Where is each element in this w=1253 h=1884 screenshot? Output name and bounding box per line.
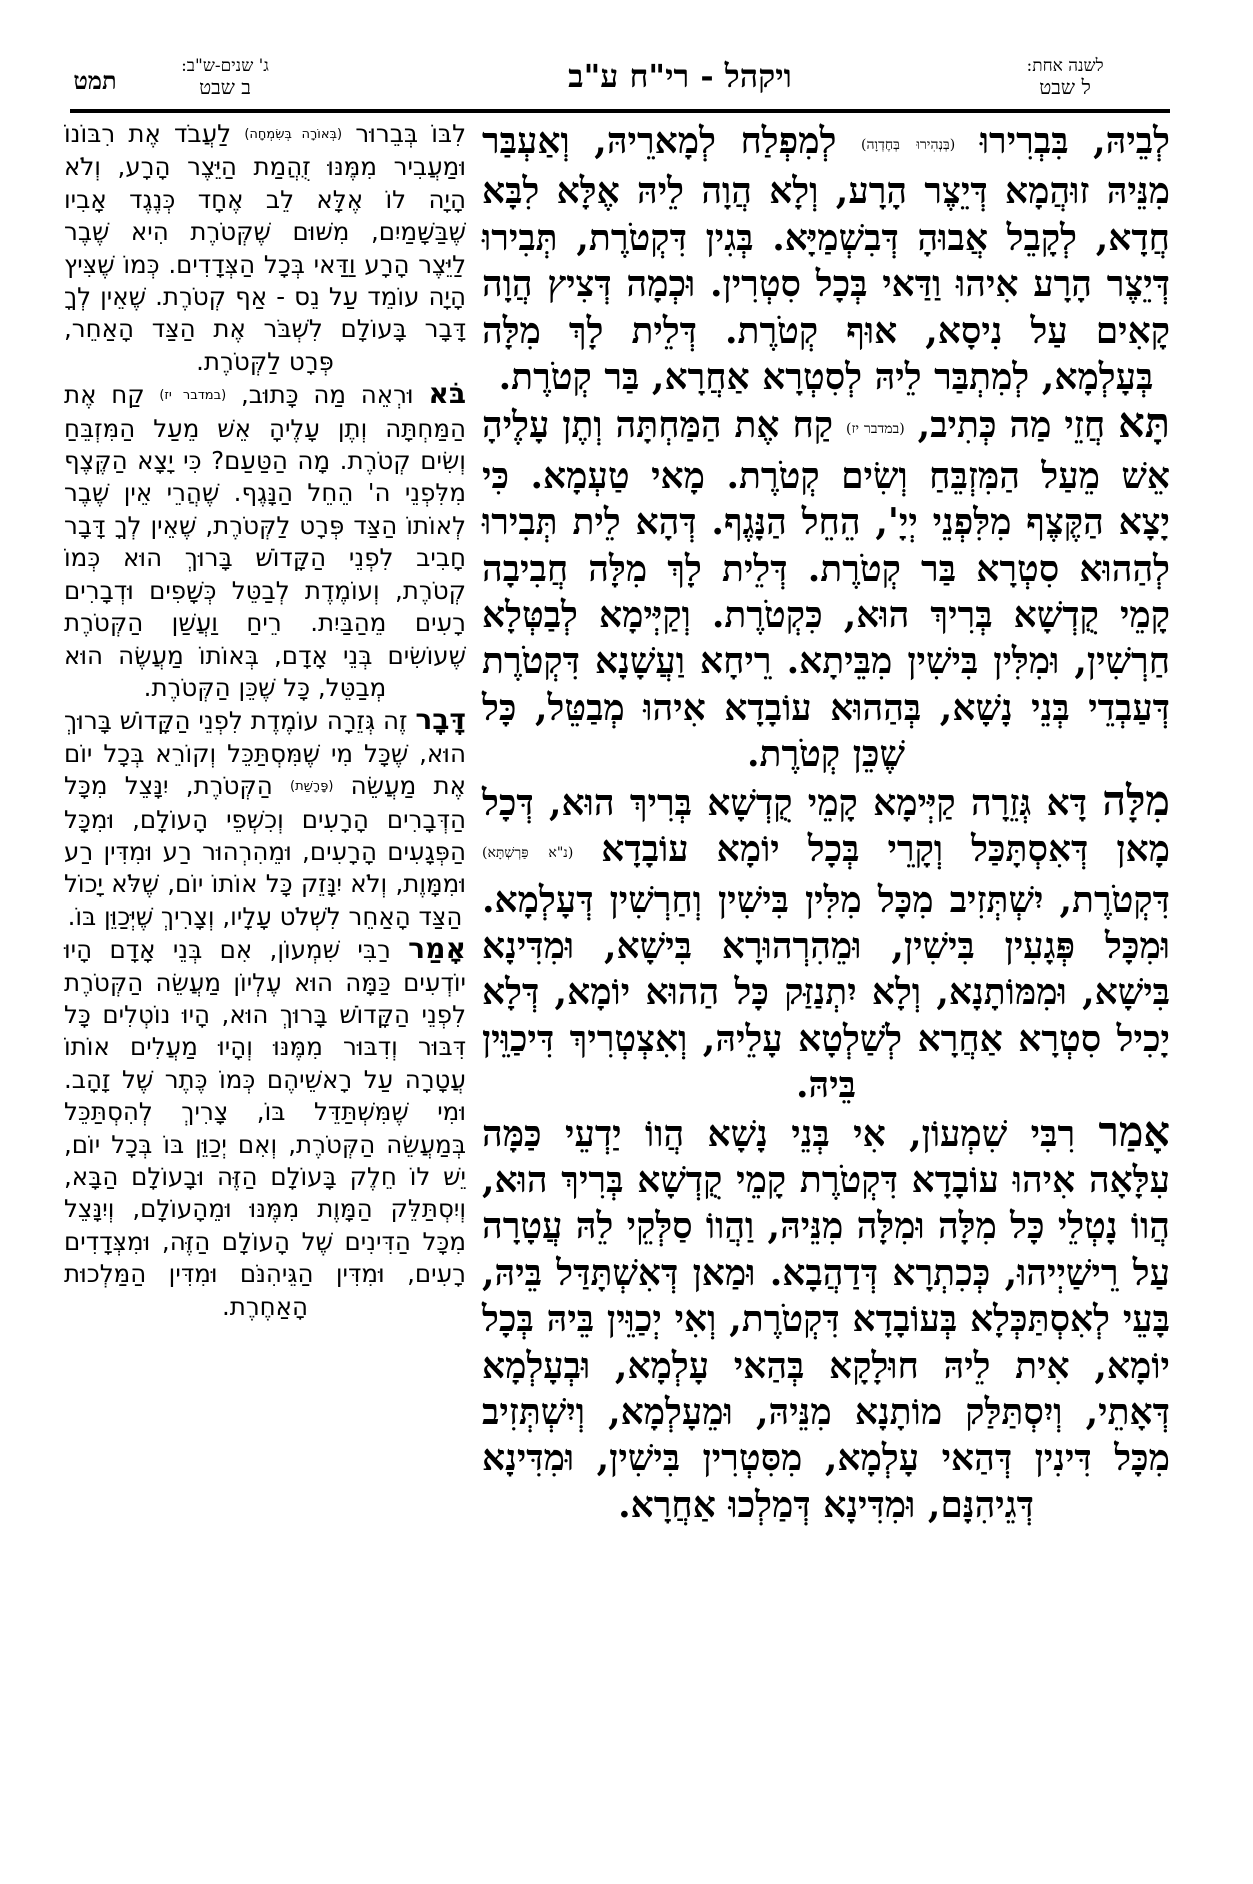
gloss: (בְּאוֹרָה בְּשִׂמְחָה) bbox=[244, 127, 343, 142]
paragraph-opener: מִלָּה bbox=[1102, 775, 1170, 825]
paragraph-text: קַח אֶת הַמַּחְתָּה וְתֶן עָלֶיהָ אֵשׁ מֵעַל הַמִּזְבֵּחַ וְשִׂים קְטֹרֶת. מָאי טַעְמָא. כִּי יָצָא הַקֶּצֶף מִלִּפְנֵי יְיָ', הֵחֵל הַנָּגֶף. דְּהָא לֵית תְּבִירוּ לְהַהוּא סִטְרָא בַּר קְטֹרֶת. דְּלֵית לָךְ מִלָּה חֲבִיבָה קָמֵי קֻדְשָׁא בְּרִיךְ הוּא, כִּקְטֹרֶת. וְקַיְּימָא לְבַטְּלָא חַרְשִׁין, וּמִלִּין בִּישִׁין מִבֵּיתָא. רֵיחָא וַעֲשָׁנָא דִּקְטֹרֶת דְּעַבְדֵי בְּנֵי נָשָׁא, בְּהַהוּא עוֹבָדָא אִיהוּ מְבַטֵּל, כָּל שֶׁכֵּן קְטֹרֶת. bbox=[482, 404, 1170, 776]
header-schedule-label: לשנה אחת: bbox=[1026, 56, 1104, 76]
paragraph-text: רִבִּי שִׁמְעוֹן, אִי בְּנֵי נָשָׁא הֲווֹ יַדְעֵי כַּמָּה עִלָּאָה אִיהוּ עוֹבָדָא דִּקְטֹרֶת קָמֵי קֻדְשָׁא בְּרִיךְ הוּא, הֲווֹ נָטְלֵי כָּל מִלָּה וּמִלָּה מִנֵּיהּ, וַהֲווֹ סַלְּקֵי לֵהּ עֲטָרָה עַל רֵישַׁיְיהוּ, כְּכִתְרָא דְּדַהֲבָא. וּמַאן דְּאִשְׁתָּדַּל בֵּיהּ, בָּעֵי לְאִסְתַּכְּלָא בְּעוֹבָדָא דִּקְטֹרֶת, וְאִי יְכַוֵּין בֵּיהּ בְּכָל יוֹמָא, אִית לֵיהּ חוּלָקָא בְּהַאי עָלְמָא, וּבְעָלְמָא דְּאָתֵי, וְיִסְתַּלַּק מוֹתָנָא מִנֵּיהּ, וּמֵעָלְמָא, וְיִשְׁתְּזִיב מִכָּל דִּינִין דְּהַאי עָלְמָא, מִסִּטְרִין בִּישִׁין, וּמִדִּינָא דְּגֵיהִנָּם, וּמִדִּינָא דְּמַלְכוּ אַחֲרָא. bbox=[482, 1112, 1170, 1526]
paragraph bbox=[64, 704, 466, 933]
variant-reading: (נ"א פַּרְשְׁתָּא) bbox=[482, 845, 574, 862]
paragraph bbox=[64, 378, 466, 704]
header-divider bbox=[70, 109, 1170, 113]
hebrew-translation-column bbox=[64, 118, 466, 1323]
paragraph-opener: אָמַר bbox=[1098, 1106, 1170, 1156]
paragraph-text: לְבֵיהּ, בִּבְרִירוּ bbox=[979, 120, 1170, 162]
paragraph bbox=[482, 400, 1170, 777]
paragraph-text: הַקְּטֹרֶת, יִנָּצֵל מִכָּל הַדְּבָרִים הָרָעִים וְכִשְׁפֵי הָעוֹלָם, וּמִכָּל הַפְּגָעִים הָרָעִים, וּמֵהִרְהוּר רַע וּמִדִּין רַע וּמִמָּוֶת, וְלֹא יִנָּזֵק כָּל אוֹתוֹ יוֹם, שֶׁלֹּא יָכוֹל הַצַּד הָאַחֵר לִשְׁלֹט עָלָיו, וְצָרִיךְ שֶׁיְּכַוֵּן בּוֹ. bbox=[64, 771, 466, 931]
paragraph-text: זֶה גְּזֵרָה עוֹמֶדֶת לִפְנֵי הַקָּדוֹשׁ בָּרוּךְ הוּא, שֶׁכָּל מִי שֶׁמִּסְתַּכֵּל וְקוֹרֵא בְּכָל יוֹם אֶת מַעֲשֵׂה bbox=[64, 706, 466, 801]
paragraph bbox=[64, 933, 466, 1323]
header-study-schedule-one-year bbox=[990, 56, 1140, 98]
paragraph-text: קַח אֶת הַמַּחְתָּה וְתֶן עָלֶיהָ אֵשׁ מֵעַל הַמִּזְבֵּחַ וְשִׂים קְטֹרֶת. מָה הַטַּעַם? כִּי יָצָא הַקֶּצֶף מִלִּפְנֵי ה' הֵחֵל הַנָּגֶף. שֶׁהֲרֵי אֵין שֶׁבֶר לְאוֹתוֹ הַצַּד פְּרָט לַקְּטֹרֶת, שֶׁאֵין לְךָ דָּבָר חָבִיב לִפְנֵי הַקָּדוֹשׁ בָּרוּךְ הוּא כְּמוֹ קְטֹרֶת, וְעוֹמֶדֶת לְבַטֵּל כְּשָׁפִים וּדְבָרִים רָעִים מֵהַבַּיִת. רֵיחַ וַעֲשַׁן הַקְּטֹרֶת שֶׁעוֹשִׂים בְּנֵי אָדָם, בְּאוֹתוֹ מַעֲשֶׂה הוּא מְבַטֵּל, כָּל שֶׁכֵּן הַקְּטֹרֶת. bbox=[64, 380, 466, 702]
gloss: (פָּרָשַׁת) bbox=[290, 779, 334, 795]
header-study-schedule-three-years bbox=[150, 56, 300, 98]
paragraph-text: וּרְאֵה מַה כָּתוּב, bbox=[240, 380, 414, 410]
aramaic-text-column bbox=[482, 118, 1170, 1528]
paragraph-text: לְמִפְלַח לְמָארֵיהּ, וְאַעְבַּר מִנֵּיהּ זוּהֲמָא דְּיֵצֶר הָרָע, וְלָא הֲוָה לֵיהּ אֶלָּא לִבָּא חֲדָא, לְקָבֵל אֲבוּהָ דְּבִשְׁמַיָּא. בְּגִין דִּקְטֹרֶת, תְּבִירוּ דְּיֵצֶר הָרָע אִיהוּ וַדַּאי בְּכָל סִטְרִין. וּכְמָה דְּצִיץ הֲוָה קָאִים עַל נִיסָא, אוּף קְטֹרֶת. דְּלֵית לָךְ מִלָּה בְּעָלְמָא, לְמִתְבַּר לֵיהּ לְסִטְרָא אַחֲרָא, בַּר קְטֹרֶת. bbox=[482, 120, 1170, 399]
page-number: תמט bbox=[73, 66, 117, 95]
paragraph-text: רַבִּי שִׁמְעוֹן, אִם בְּנֵי אָדָם הָיוּ יוֹדְעִים כַּמָּה הוּא עֶלְיוֹן מַעֲשֵׂה הַקְּטֹרֶת לִפְנֵי הַקָּדוֹשׁ בָּרוּךְ הוּא, הָיוּ נוֹטְלִים כָּל דִּבּוּר וְדִבּוּר מִמֶּנּוּ וְהָיוּ מַעֲלִים אוֹתוֹ עֲטָרָה עַל רָאשֵׁיהֶם כְּמוֹ כֶּתֶר שֶׁל זָהָב. וּמִי שֶׁמִּשְׁתַּדֵּל בּוֹ, צָרִיךְ לְהִסְתַּכֵּל בְּמַעֲשֵׂה הַקְּטֹרֶת, וְאִם יְכַוֵּן בּוֹ בְּכָל יוֹם, יֵשׁ לוֹ חֵלֶק בָּעוֹלָם הַזֶּה וּבָעוֹלָם הַבָּא, וְיִסְתַּלֵּק הַמָּוֶת מִמֶּנּוּ וּמֵהָעוֹלָם, וְיִנָּצֵל מִכָּל הַדִּינִים שֶׁל הָעוֹלָם הַזֶּה, וּמִצְּדָדִים רָעִים, וּמִדִּין הַגֵּיהִנֹּם וּמִדִּין הַמַּלְכוּת הָאַחֶרֶת. bbox=[64, 935, 466, 1321]
source-reference: (במדבר יז) bbox=[845, 421, 905, 438]
paragraph-opener: בֹּא bbox=[428, 377, 466, 411]
paragraph-opener: תָּא bbox=[1118, 398, 1170, 448]
paragraph bbox=[482, 775, 1170, 1109]
page-title: ויקהל - רי"ח ע"ב bbox=[568, 57, 792, 95]
paragraph-opener: אָמַר bbox=[408, 932, 466, 966]
paragraph-opener: דָּבָר bbox=[415, 703, 466, 737]
source-reference: (במדבר יז) bbox=[159, 388, 227, 404]
paragraph bbox=[64, 118, 466, 378]
paragraph-text: חֲזֵי מַה כְּתִיב, bbox=[917, 404, 1106, 447]
paragraph-text: לַעֲבֹד אֶת רִבּוֹנוֹ וּמַעֲבִיר מִמֶּנּוּ זֻהֲמַת הַיֵּצֶר הָרָע, וְלֹא הָיָה לוֹ אֶלָּא לֵב אֶחָד כְּנֶגֶד אָבִיו שֶׁבַּשָּׁמַיִם, מִשּׁוּם שֶׁקְּטֹרֶת הִיא שֶׁבֶר לַיֵּצֶר הָרָע וַדַּאי בְּכָל הַצְּדָדִים. כְּמוֹ שֶׁצִּיץ הָיָה עוֹמֵד עַל נֵס - אַף קְטֹרֶת. שֶׁאֵין לְךָ דָּבָר בָּעוֹלָם לִשְׁבֹּר אֶת הַצַּד הָאַחֵר, פְּרָט לַקְּטֹרֶת. bbox=[64, 119, 466, 376]
header-schedule-date: ל שבט bbox=[1039, 75, 1091, 99]
paragraph bbox=[482, 1106, 1170, 1529]
paragraph-text: דָּא גְּזֵרָה קַיְּימָא קָמֵי קֻדְשָׁא בְּרִיךְ הוּא, דְּכָל מָאן דְּאִסְתָּכַּל וְקָרֵי בְּכָל יוֹמָא עוֹבָדָא bbox=[482, 781, 1170, 871]
paragraph-text: דִּקְטֹרֶת, יִשְׁתְּזִיב מִכָּל מִלִּין בִּישִׁין וְחַרְשִׁין דְּעָלְמָא. וּמִכָּל פְּגָעִין בִּישִׁין, וּמֵהִרְהוּרָא בִּישָׁא, וּמִדִּינָא בִּישָׁא, וּמִמּוֹתָנָא, וְלָא יִתְנַזַּק כָּל הַהוּא יוֹמָא, דְּלָא יָכִיל סִטְרָא אַחֲרָא לְשַׁלְטָא עָלֵיהּ, וְאִצְטְרִיךְ דִּיכַוֵּין בֵּיהּ. bbox=[482, 878, 1170, 1107]
paragraph-text: לִבּוֹ בְּבֵרוּר bbox=[355, 119, 466, 148]
paragraph bbox=[482, 118, 1170, 400]
header-schedule-label: ג' שנים-ש"ב: bbox=[181, 56, 269, 76]
gloss: (בְּנְהִירוּ בְּחֶדְוָה) bbox=[860, 137, 956, 153]
header-schedule-date: ב שבט bbox=[199, 75, 251, 99]
